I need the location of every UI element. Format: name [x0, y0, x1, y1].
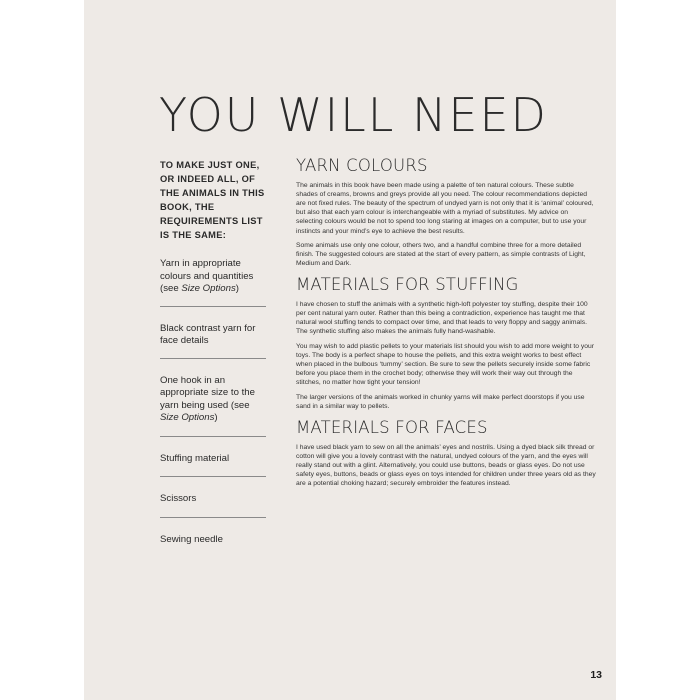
paragraph: Some animals use only one colour, others two, and a handful combine three for a more detailed finish. The suggested colours are stated at the start of every pattern, as simple contrasts of Light, Medium and Dark. — [296, 241, 586, 268]
section-materials-for-stuffing — [296, 277, 596, 411]
section-heading: YARN COLOURS — [296, 156, 428, 175]
paragraph: I have chosen to stuff the animals with a synthetic high-loft polyester toy stuffing, despite their 100 per cent natural yarn outer. Rather than this being a contradiction, experience has taught me that natural wool stuffing tends to compact over time, and that leads to very floppy and saggy animals. The synthetic stuffing also makes the animals fully hand-washable. — [296, 300, 588, 336]
requirement-item-needle: Sewing needle — [160, 533, 223, 545]
page-title: YOU WILL NEED — [159, 88, 548, 142]
section-yarn-colours — [296, 158, 596, 268]
paragraph: The animals in this book have been made using a palette of ten natural colours. These subtle shades of creams, browns and greys provide all you need. The colour recommendations depicted are not fixed rules. The beauty of the spectrum of undyed yarn is not only that it is ‘animal’ coloured, but also that each yarn colour is interchangeable with a myriad of substitutes. My advice on selecting colours would be not to spend too long staring at images on a computer, but to use your instincts and your mind’s eye to achieve the best results. — [296, 181, 594, 235]
requirement-item-stuffing: Stuffing material — [160, 437, 266, 478]
main-content — [296, 158, 596, 494]
paragraph: You may wish to add plastic pellets to your materials list should you wish to add more weight to your toys. The body is a perfect shape to house the pellets, and this extra weight works to best effect when placed in the bulbous ‘tummy’ section. Be sure to sew the pellets securely inside some fabric before you place them in the crochet body; otherwise they will work their way out through the stitches, no matter how tight your tension! — [296, 342, 595, 387]
requirement-item-scissors: Scissors — [160, 477, 266, 518]
requirements-intro: TO MAKE JUST ONE, OR INDEED ALL, OF THE ANIMALS IN THIS BOOK, THE REQUIREMENTS LIST IS THE SAME: — [160, 160, 265, 240]
requirements-list — [160, 242, 266, 557]
paragraph: I have used black yarn to sew on all the animals’ eyes and nostrils. Using a dyed black silk thread or cotton will give you a lovely contrast with the natural, undyed colours of the yarn, and the eyes will really stand out with a glint. Alternatively, you could use buttons, beads or glass eyes. Do not use safety eyes, buttons, beads or glass eyes on toys intended for children under three years old as they are a potential choking hazard; securely embroider the features instead. — [296, 443, 596, 488]
page-number: 13 — [590, 669, 602, 681]
section-materials-for-faces — [296, 420, 596, 489]
requirement-item-hook: One hook in an appropriate size to the yarn being used (see Size Options) — [160, 359, 266, 437]
book-page — [84, 0, 616, 700]
requirement-item-contrast-yarn: Black contrast yarn for face details — [160, 307, 266, 359]
requirements-sidebar — [160, 158, 266, 557]
paragraph: The larger versions of the animals worked in chunky yarns will make perfect doorstops if you use sand in a similar way to pellets. — [296, 393, 585, 410]
requirement-item-yarn: Yarn in appropriate colours and quantities (see Size Options) — [160, 242, 266, 307]
section-heading: MATERIALS FOR FACES — [296, 418, 488, 438]
section-heading: MATERIALS FOR STUFFING — [296, 275, 519, 295]
